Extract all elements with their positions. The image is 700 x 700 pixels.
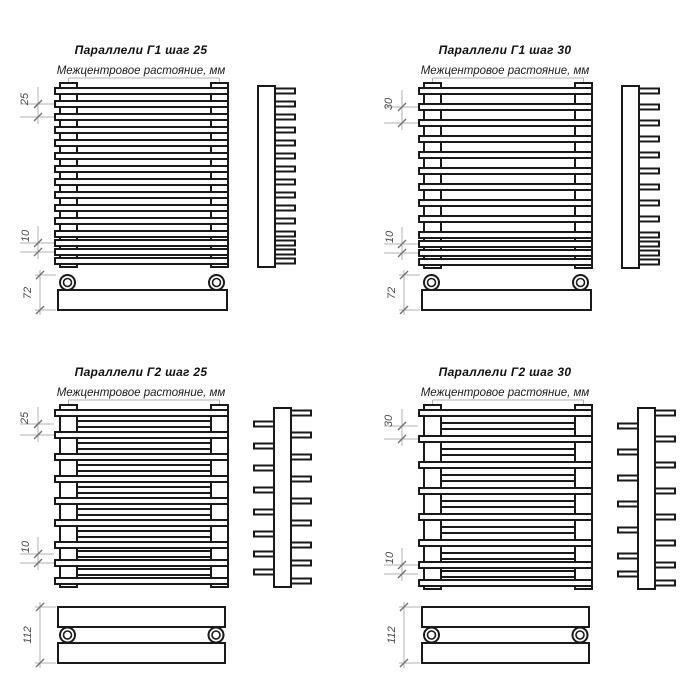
tube-stub-left	[254, 532, 274, 537]
tube-stub-right	[291, 521, 311, 526]
tube-stub-left	[618, 554, 638, 559]
tube-bar-front	[419, 462, 592, 468]
center-distance-label: Межцентровое растояние, мм	[56, 65, 226, 77]
tube-bar-front	[55, 114, 228, 120]
tube-bar-front	[55, 153, 228, 159]
tube-bar-front	[55, 166, 228, 172]
tube-stub-right	[655, 411, 675, 416]
tube-bar-front	[55, 498, 228, 504]
tube-bar-front	[55, 218, 228, 224]
tube-bar-front	[419, 200, 592, 206]
step-dim-label: 30	[383, 97, 395, 111]
offset-dim-label: 10	[20, 540, 32, 554]
tube-bar-front	[419, 410, 592, 416]
tube-bar-front	[419, 514, 592, 520]
tube-bar-front	[55, 432, 228, 438]
tube-bar-back	[432, 475, 584, 481]
tube-stub-right	[639, 260, 659, 265]
tube-stub-right	[291, 411, 311, 416]
tube-stub-right	[275, 206, 295, 211]
tube-stub-right	[655, 563, 675, 568]
tube-stub-left	[618, 528, 638, 533]
tube-stub-right	[639, 251, 659, 256]
tube-bar-front	[419, 104, 592, 110]
riser-side	[622, 86, 639, 268]
tube-stub-left	[254, 466, 274, 471]
tube-stub-right	[275, 115, 295, 120]
tube-bar-front	[419, 259, 592, 265]
offset-dim-label: 10	[20, 229, 32, 243]
tube-stub-right	[275, 154, 295, 159]
tube-stub-right	[275, 89, 295, 94]
tube-top-view	[422, 290, 591, 310]
center-distance-label: Межцентровое растояние, мм	[420, 65, 590, 77]
tube-bar-back	[68, 551, 220, 557]
tube-stub-right	[639, 89, 659, 94]
riser-side	[274, 408, 291, 587]
tube-bar-front	[419, 250, 592, 256]
tube-stub-right	[275, 241, 295, 246]
tube-stub-right	[275, 167, 295, 172]
tube-bar-front	[419, 184, 592, 190]
collector-section-inner	[213, 279, 221, 287]
tube-stub-right	[639, 121, 659, 126]
tube-stub-left	[618, 476, 638, 481]
tube-bar-front	[419, 120, 592, 126]
tube-bar-front	[419, 88, 592, 94]
tube-stub-left	[254, 552, 274, 557]
tube-stub-right	[291, 561, 311, 566]
tube-stub-left	[618, 450, 638, 455]
offset-dim-label: 10	[384, 551, 396, 565]
tube-stub-left	[254, 422, 274, 427]
tube-stub-right	[655, 437, 675, 442]
tube-stub-right	[655, 489, 675, 494]
collector-section-inner	[577, 279, 585, 287]
tube-stub-right	[275, 219, 295, 224]
center-distance-label: Межцентровое растояние, мм	[420, 387, 590, 399]
depth-dim-label: 112	[386, 626, 398, 644]
step-dim-label: 25	[19, 92, 31, 106]
tube-top-view-front	[422, 607, 589, 627]
tube-stub-right	[639, 137, 659, 142]
tube-stub-left	[254, 444, 274, 449]
tube-bar-front	[55, 454, 228, 460]
collector-section-inner	[428, 631, 436, 639]
collector-section-inner	[64, 279, 72, 287]
tube-stub-right	[655, 541, 675, 546]
tube-stub-right	[639, 233, 659, 238]
diagram-title: Параллели Г1 шаг 25	[74, 43, 208, 57]
tube-bar-front	[55, 258, 228, 264]
tube-stub-right	[275, 232, 295, 237]
tube-bar-front	[419, 241, 592, 247]
depth-dim-label: 72	[386, 286, 398, 300]
tube-bar-back	[432, 527, 584, 533]
tube-stub-right	[655, 463, 675, 468]
tube-bar-front	[55, 410, 228, 416]
tube-bar-back	[68, 509, 220, 515]
tube-stub-right	[291, 579, 311, 584]
center-distance-label: Межцентровое растояние, мм	[56, 387, 226, 399]
depth-dim-label: 72	[22, 286, 34, 300]
tube-stub-left	[618, 424, 638, 429]
tube-stub-right	[291, 499, 311, 504]
tube-stub-right	[639, 169, 659, 174]
tube-stub-right	[639, 153, 659, 158]
tube-bar-front	[55, 205, 228, 211]
tube-stub-right	[275, 141, 295, 146]
tube-bar-front	[55, 560, 228, 566]
tube-stub-right	[639, 105, 659, 110]
tube-stub-right	[639, 201, 659, 206]
collector-section-inner	[212, 631, 220, 639]
tube-bar-front	[55, 140, 228, 146]
tube-stub-right	[275, 193, 295, 198]
tube-bar-back	[432, 423, 584, 429]
tube-stub-left	[254, 488, 274, 493]
tube-top-view-back	[422, 643, 589, 663]
tube-stub-right	[275, 250, 295, 255]
diagram-title: Параллели Г1 шаг 30	[438, 43, 572, 57]
tube-stub-right	[291, 543, 311, 548]
tube-bar-front	[55, 101, 228, 107]
riser-side	[258, 86, 275, 267]
tube-bar-front	[55, 231, 228, 237]
tube-bar-front	[55, 127, 228, 133]
tube-bar-front	[419, 216, 592, 222]
tube-bar-front	[55, 578, 228, 584]
tube-bar-front	[419, 232, 592, 238]
tube-bar-front	[419, 168, 592, 174]
offset-dim-label: 10	[384, 230, 396, 244]
tube-stub-right	[655, 581, 675, 586]
diagram-title: Параллели Г2 шаг 25	[74, 365, 208, 379]
tube-stub-left	[254, 570, 274, 575]
tube-bar-front	[55, 240, 228, 246]
tube-bar-back	[68, 531, 220, 537]
tube-bar-back	[68, 487, 220, 493]
tube-stub-right	[639, 242, 659, 247]
depth-dim-label: 112	[22, 626, 34, 644]
tube-stub-right	[291, 455, 311, 460]
tube-bar-front	[55, 520, 228, 526]
tube-top-view-back	[58, 643, 225, 663]
diagram-title: Параллели Г2 шаг 30	[438, 365, 572, 379]
tube-bar-back	[432, 571, 584, 577]
collector-section-inner	[428, 279, 436, 287]
tube-bar-back	[432, 501, 584, 507]
tube-bar-front	[419, 436, 592, 442]
tube-stub-right	[639, 185, 659, 190]
tube-bar-front	[419, 488, 592, 494]
tube-stub-right	[291, 477, 311, 482]
tube-stub-left	[254, 510, 274, 515]
step-dim-label: 30	[383, 414, 395, 428]
tube-stub-right	[275, 128, 295, 133]
tube-bar-back	[68, 465, 220, 471]
tube-bar-front	[419, 580, 592, 586]
collector-section-inner	[576, 631, 584, 639]
tube-top-view-front	[58, 607, 225, 627]
tube-bar-back	[432, 449, 584, 455]
tube-stub-right	[655, 515, 675, 520]
tube-stub-right	[291, 433, 311, 438]
tube-bar-front	[55, 179, 228, 185]
tube-stub-right	[275, 259, 295, 264]
tube-bar-front	[55, 249, 228, 255]
step-dim-label: 25	[19, 411, 31, 425]
tube-bar-back	[68, 421, 220, 427]
tube-bar-front	[419, 152, 592, 158]
tube-bar-back	[68, 569, 220, 575]
tube-stub-right	[275, 102, 295, 107]
tube-bar-back	[432, 553, 584, 559]
tube-stub-left	[618, 572, 638, 577]
tube-bar-front	[55, 88, 228, 94]
tube-stub-left	[618, 502, 638, 507]
tube-bar-back	[68, 443, 220, 449]
tube-top-view	[58, 290, 227, 310]
tube-stub-right	[639, 217, 659, 222]
tube-bar-front	[55, 192, 228, 198]
collector-section-inner	[64, 631, 72, 639]
tube-bar-front	[419, 540, 592, 546]
tube-bar-front	[55, 542, 228, 548]
tube-bar-front	[419, 136, 592, 142]
riser-side	[638, 408, 655, 589]
tube-stub-right	[275, 180, 295, 185]
tube-bar-front	[419, 562, 592, 568]
tube-bar-front	[55, 476, 228, 482]
